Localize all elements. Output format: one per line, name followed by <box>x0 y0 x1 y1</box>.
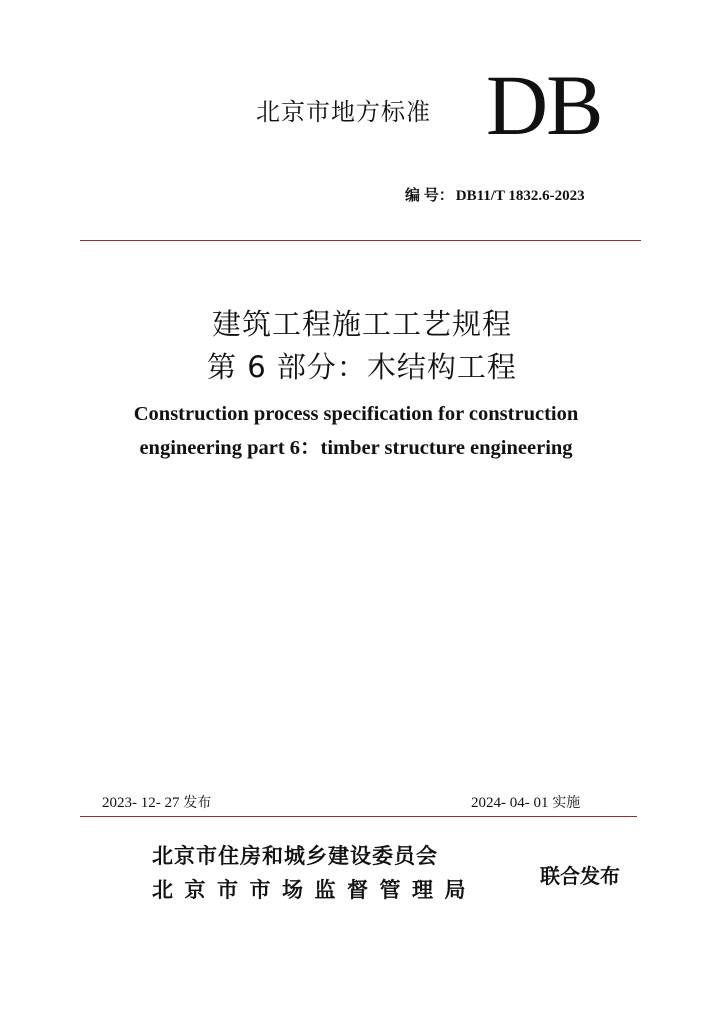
top-divider <box>80 240 641 241</box>
joint-issue-label: 联合发布 <box>540 864 620 888</box>
chinese-title-line-2: 第 6 部分：木结构工程 <box>207 350 517 384</box>
document-number-label: 编 号： <box>405 188 454 204</box>
implementation-date-value: 2024- 04- 01 <box>471 795 549 811</box>
issue-date-value: 2023- 12- 27 <box>102 795 180 811</box>
document-number <box>405 184 585 205</box>
english-title-line-2: engineering part 6：timber structure engineering <box>139 437 573 459</box>
issuer-market-regulation: 北京市市场监督管理局 <box>152 878 477 902</box>
issue-date <box>102 792 211 812</box>
implementation-date-label: 实施 <box>552 795 581 811</box>
issue-date-label: 发布 <box>183 795 212 811</box>
standard-type-label: 北京市地方标准 <box>256 98 431 126</box>
bottom-divider <box>80 816 637 817</box>
chinese-title-line-1: 建筑工程施工工艺规程 <box>211 307 512 341</box>
implementation-date <box>471 792 580 812</box>
english-title-line-1: Construction process specification for construction <box>133 403 579 425</box>
issuer-housing-commission: 北京市住房和城乡建设委员会 <box>152 844 438 868</box>
db-mark: DB <box>486 57 602 153</box>
document-number-value: DB11/T 1832.6-2023 <box>455 188 585 204</box>
